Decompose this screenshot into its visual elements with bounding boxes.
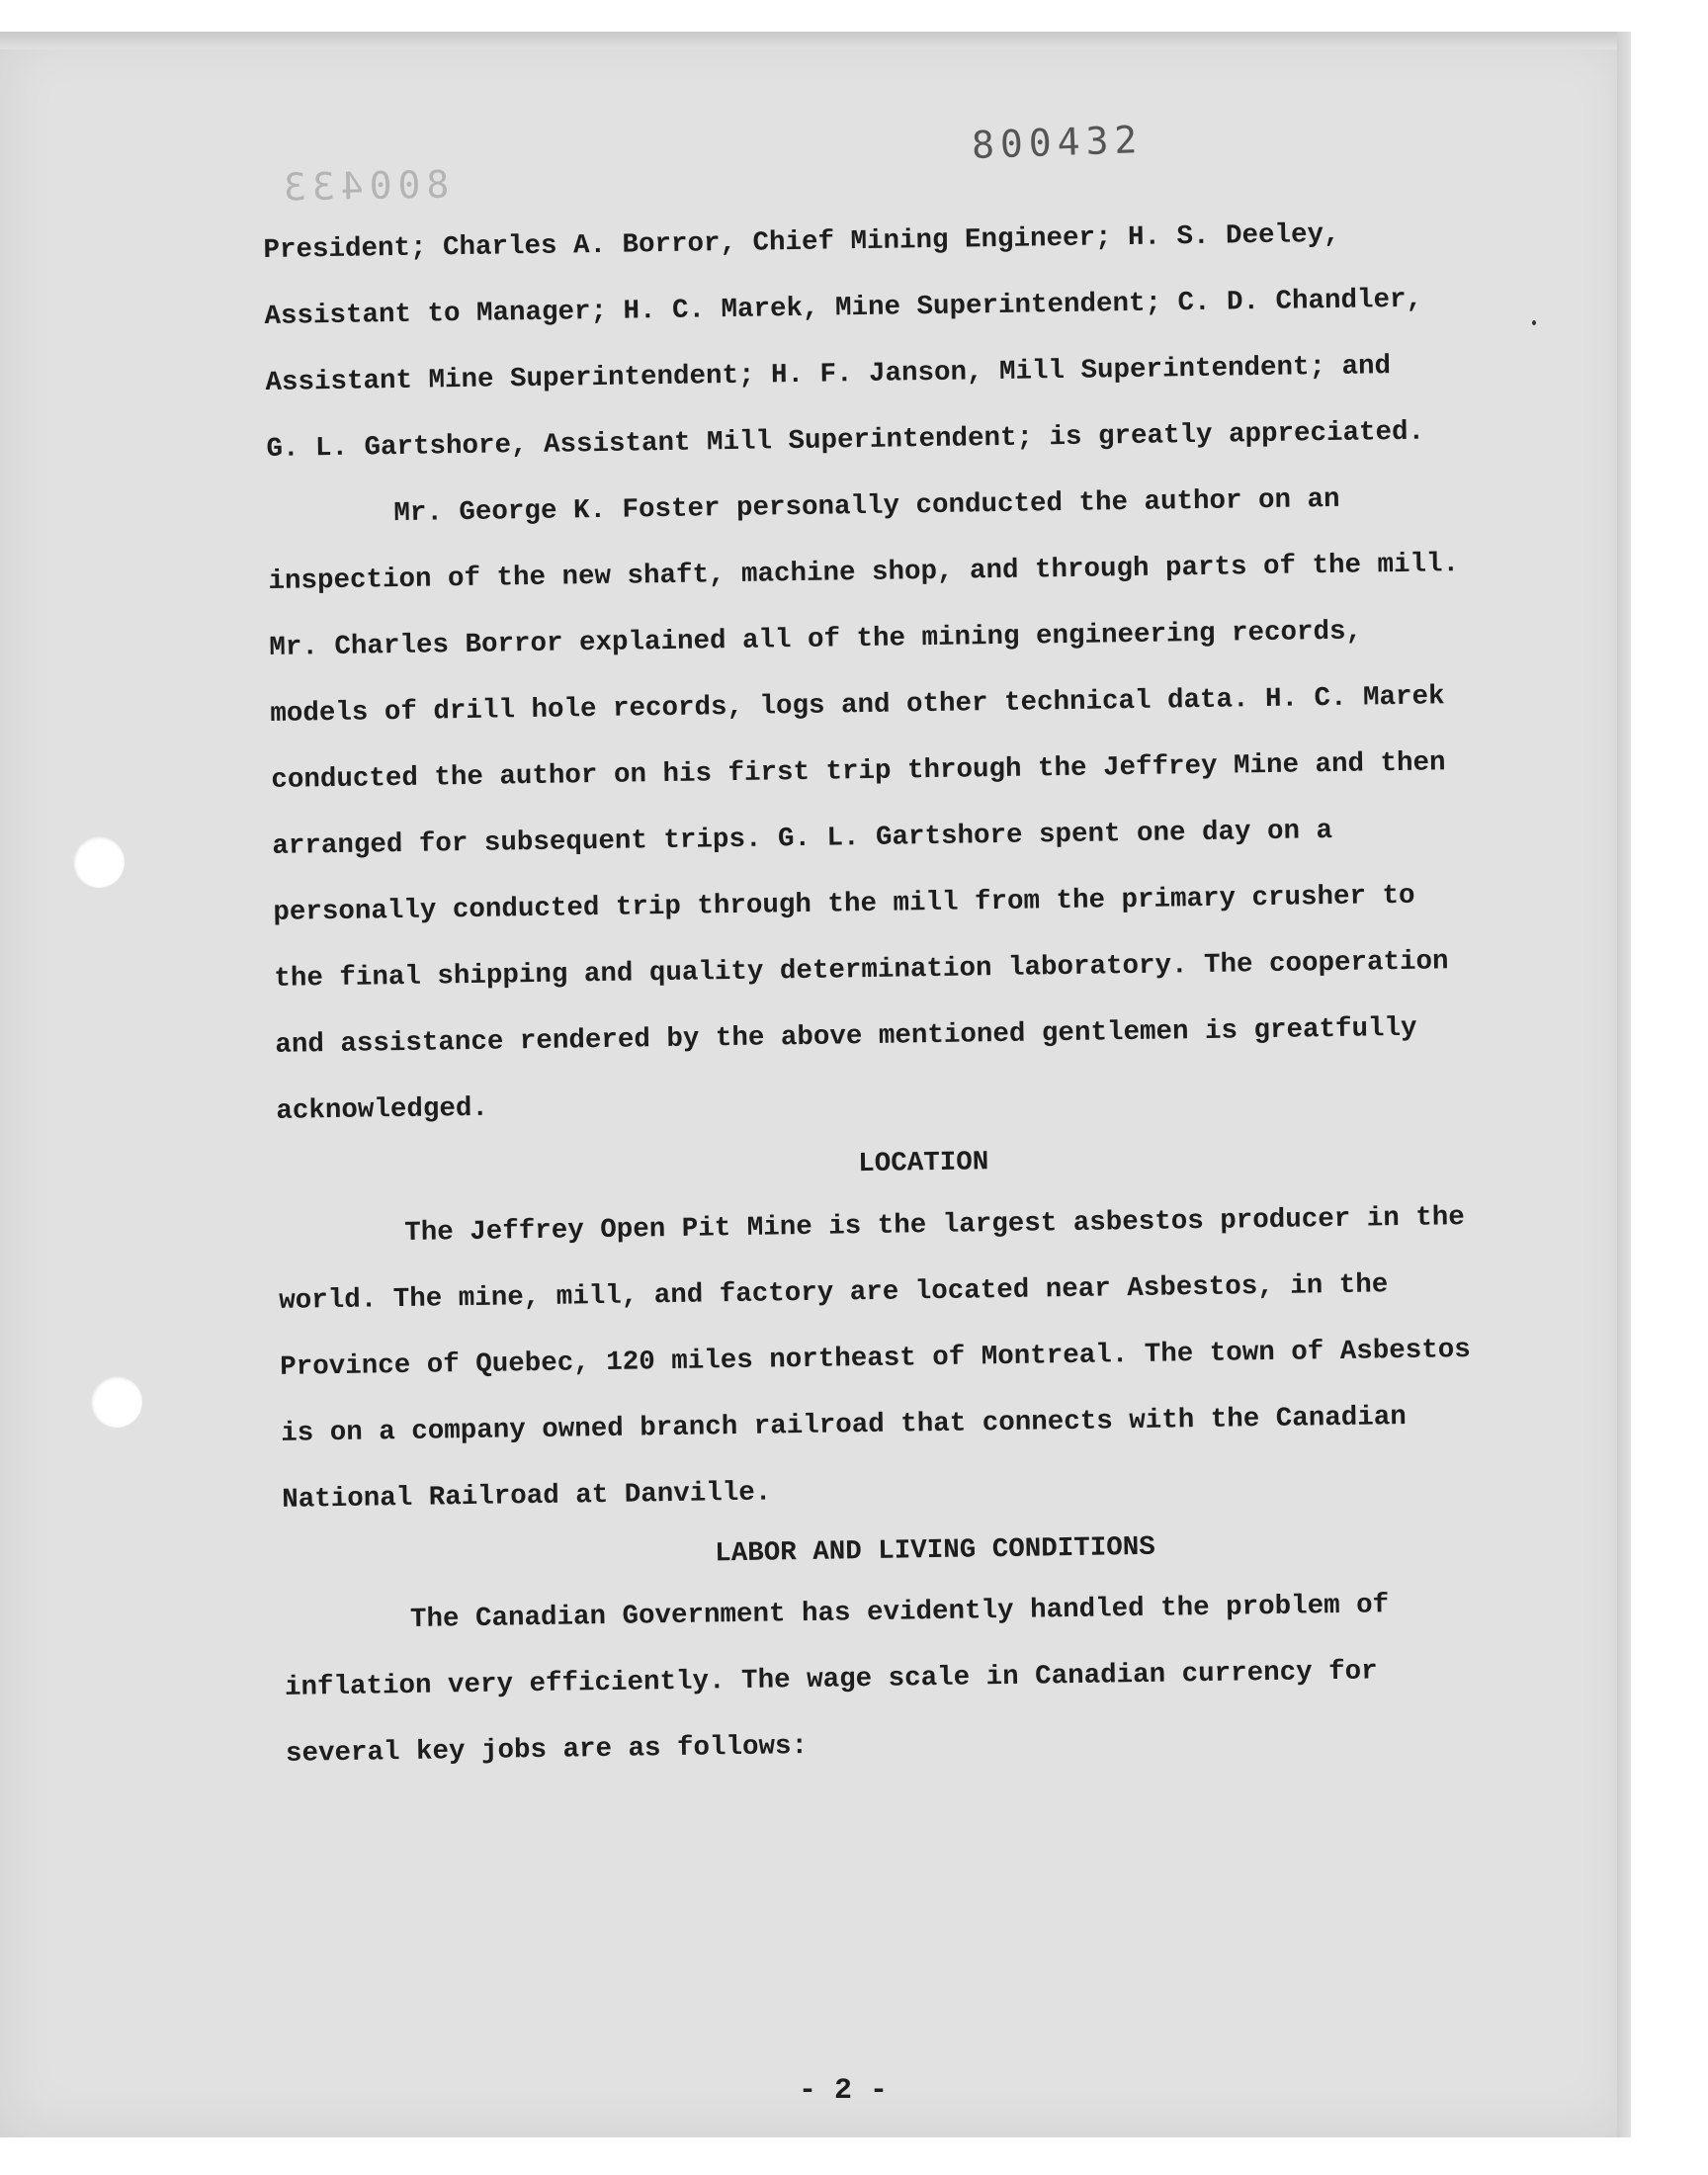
section-heading-location: LOCATION (858, 1147, 989, 1180)
text-line: inspection of the new shaft, machine shop, and through parts of the mill. (268, 549, 1460, 597)
text-line: Assistant Mine Superintendent; H. F. Janson, Mill Superintendent; and (265, 351, 1392, 398)
punch-hole (73, 836, 125, 888)
text-line: National Railroad at Danville. (282, 1477, 772, 1516)
text-line: inflation very efficiently. The wage scale in Canadian currency for (284, 1656, 1378, 1703)
text-line: arranged for subsequent trips. G. L. Gartshore spent one day on a (272, 816, 1333, 862)
paragraph-acknowledgment-visit (267, 464, 1522, 1145)
text-line: is on a company owned branch railroad that connects with the Canadian (281, 1401, 1408, 1449)
text-line: acknowledged. (276, 1092, 489, 1127)
text-line: the final shipping and quality determination laboratory. The cooperation (274, 946, 1449, 995)
paragraph-acknowledgment-staff (263, 199, 1512, 482)
text-line: G. L. Gartshore, Assistant Mill Superintendent; is greatly appreciated. (266, 416, 1425, 465)
paragraph-labor (284, 1570, 1532, 1787)
stamp-number: 800432 (971, 117, 1144, 168)
page-top-edge (0, 32, 1631, 49)
text-line: world. The mine, mill, and factory are located near Asbestos, in the (279, 1269, 1389, 1317)
text-line: conducted the author on his first trip through the Jeffrey Mine and then (271, 747, 1446, 796)
text-line: The Canadian Government has evidently handled the problem of (409, 1590, 1390, 1635)
document-page (0, 32, 1631, 2137)
text-line: Mr. George K. Foster personally conducted the author on an (393, 483, 1340, 530)
ghost-stamp-number: 800433 (277, 162, 450, 210)
section-heading-labor: LABOR AND LIVING CONDITIONS (715, 1531, 1156, 1570)
paragraph-location (278, 1183, 1528, 1533)
text-line: personally conducted trip through the mill from the primary crusher to (273, 880, 1415, 928)
ink-speck (1532, 320, 1536, 325)
text-line: several key jobs are as follows: (285, 1730, 809, 1770)
punch-hole (91, 1376, 142, 1428)
text-line: and assistance rendered by the above mentioned gentlemen is greatfully (275, 1012, 1417, 1061)
page-number: - 2 - (799, 2074, 889, 2108)
text-line: President; Charles A. Borror, Chief Mining Engineer; H. S. Deeley, (263, 218, 1340, 266)
text-line: The Jeffrey Open Pit Mine is the largest asbestos producer in the (404, 1202, 1466, 1249)
text-line: Mr. Charles Borror explained all of the mining engineering records, (269, 616, 1363, 663)
text-line: Province of Quebec, 120 miles northeast of Montreal. The town of Asbestos (280, 1335, 1472, 1383)
text-line: Assistant to Manager; H. C. Marek, Mine Superintendent; C. D. Chandler, (264, 284, 1423, 332)
document-body (263, 199, 1531, 1787)
text-line: models of drill hole records, logs and other technical data. H. C. Marek (270, 681, 1445, 730)
